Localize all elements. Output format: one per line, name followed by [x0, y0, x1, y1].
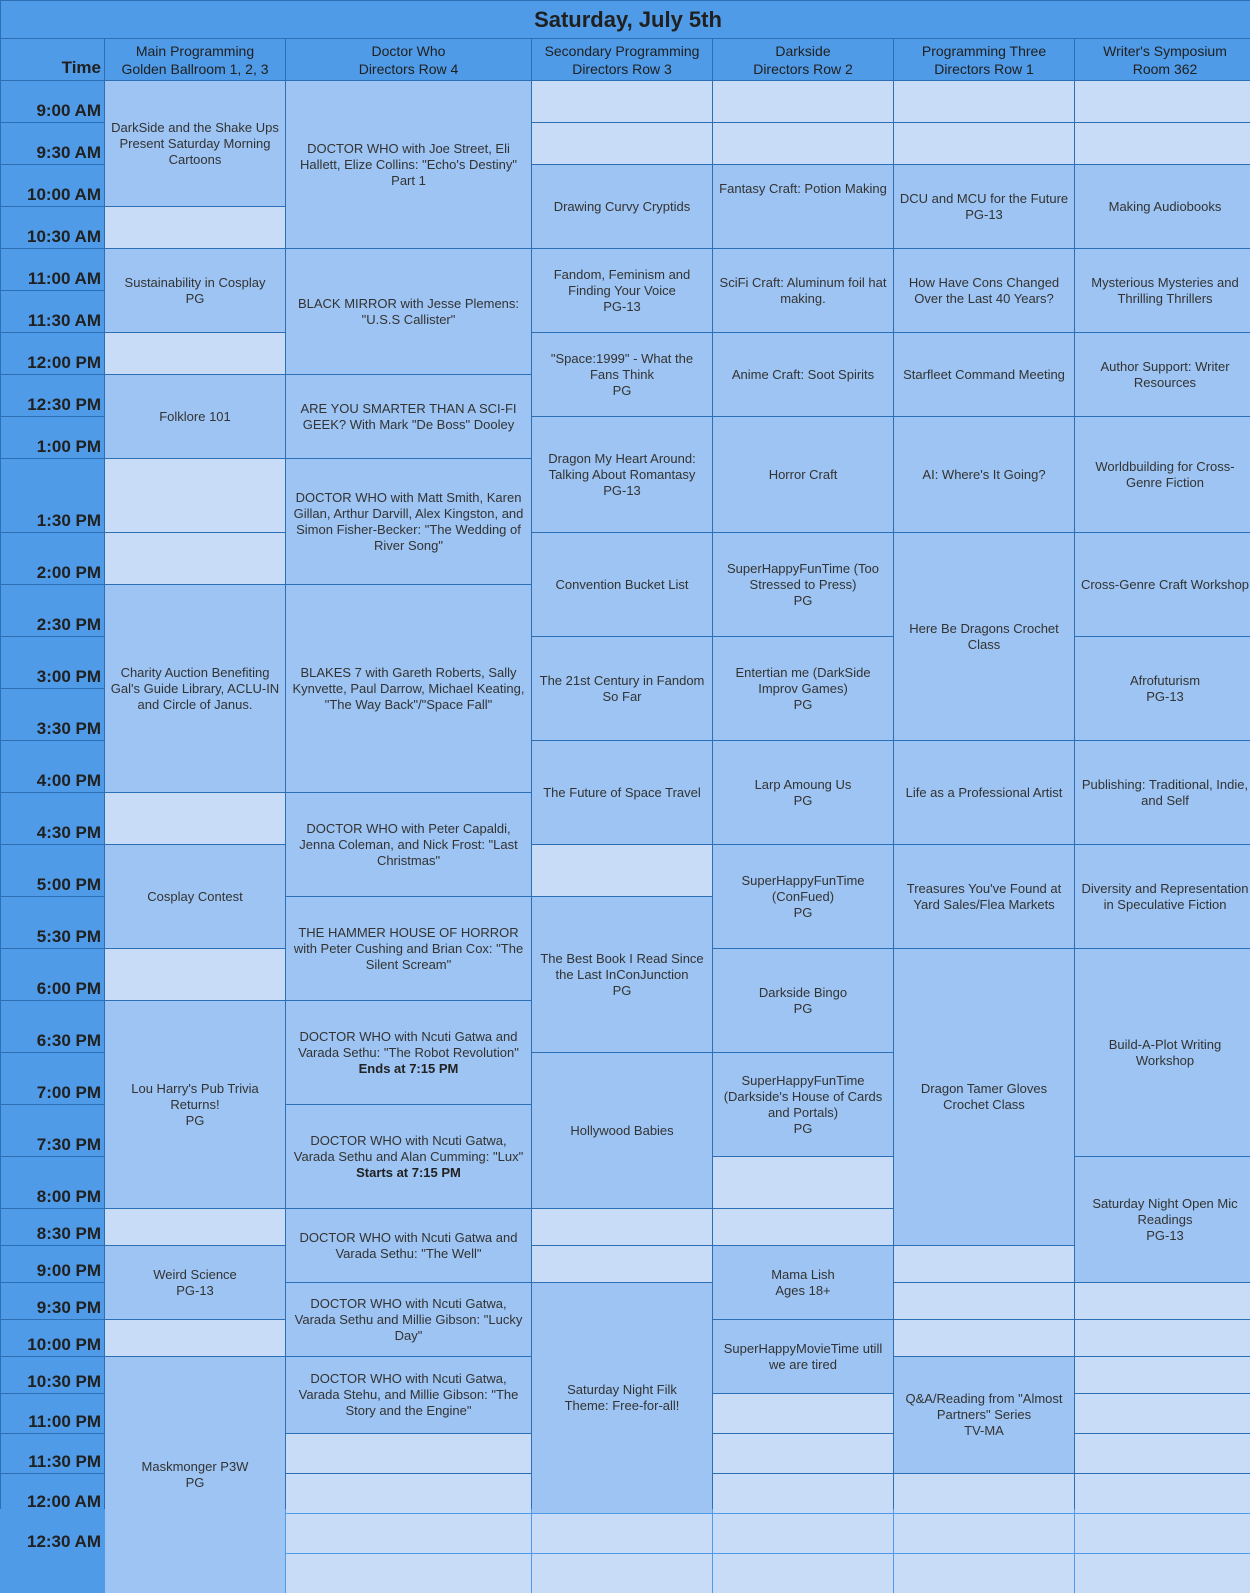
room-name: Secondary Programming	[544, 42, 700, 59]
room-location: Directors Row 4	[358, 60, 459, 77]
event-cell[interactable]	[894, 1357, 1074, 1473]
event-cell[interactable]	[1075, 533, 1250, 636]
event-title: DOCTOR WHO with Ncuti Gatwa, Varada Sethu and Alan Cumming: "Lux"	[293, 1132, 524, 1164]
event-title: "Space:1999" - What the Fans Think	[550, 350, 694, 382]
event-cell[interactable]	[286, 1357, 531, 1433]
event-title: Cross-Genre Craft Workshop	[1080, 576, 1250, 592]
empty-slot	[105, 1209, 285, 1245]
event-rating: PG-13	[965, 206, 1003, 222]
event-note: Ends at 7:15 PM	[358, 1060, 459, 1076]
time-label: 9:00 PM	[1, 1246, 104, 1282]
empty-slot	[894, 1320, 1074, 1356]
event-cell[interactable]	[713, 1053, 893, 1156]
event-cell[interactable]	[286, 249, 531, 374]
event-cell[interactable]	[532, 165, 712, 248]
empty-slot	[894, 1514, 1074, 1553]
event-title: Anime Craft: Soot Spirits	[731, 366, 875, 382]
event-cell[interactable]	[713, 741, 893, 844]
empty-slot	[105, 207, 285, 248]
event-cell[interactable]	[286, 375, 531, 458]
empty-slot	[1075, 1554, 1250, 1593]
event-cell[interactable]	[286, 793, 531, 896]
event-cell[interactable]	[532, 333, 712, 416]
event-cell[interactable]	[286, 1209, 531, 1282]
time-label: 7:00 PM	[1, 1053, 104, 1104]
room-name: Main Programming	[135, 42, 255, 59]
event-title: BLAKES 7 with Gareth Roberts, Sally Kynvette, Paul Darrow, Michael Keating, "The Way Back"/"Space Fall"	[292, 664, 525, 712]
time-label: 3:00 PM	[1, 637, 104, 688]
event-title: Publishing: Traditional, Indie, and Self	[1081, 776, 1249, 808]
event-title: Saturday Night Filk	[567, 1382, 677, 1397]
event-title: Afrofuturism	[1129, 672, 1201, 688]
event-cell[interactable]	[532, 533, 712, 636]
time-label: 11:00 AM	[1, 249, 104, 290]
event-cell[interactable]	[532, 1283, 712, 1513]
time-label: 9:00 AM	[1, 81, 104, 122]
empty-slot	[713, 1157, 893, 1208]
empty-slot	[894, 1474, 1074, 1513]
empty-slot	[105, 333, 285, 374]
event-cell[interactable]	[286, 459, 531, 584]
event-rating: PG	[793, 904, 813, 920]
event-title: AI: Where's It Going?	[922, 466, 1046, 482]
time-label: 12:00 AM	[1, 1474, 104, 1513]
event-cell[interactable]	[105, 375, 285, 458]
event-title: Treasures You've Found at Yard Sales/Flea Markets	[906, 880, 1062, 912]
event-cell[interactable]	[1075, 845, 1250, 948]
event-title: Build-A-Plot Writing Workshop	[1108, 1036, 1222, 1068]
empty-slot	[894, 123, 1074, 164]
event-title: DOCTOR WHO with Peter Capaldi, Jenna Coleman, and Nick Frost: "Last Christmas"	[299, 820, 518, 868]
empty-slot	[713, 123, 893, 164]
time-label: 11:30 PM	[1, 1434, 104, 1473]
event-cell[interactable]	[105, 845, 285, 948]
event-title: DarkSide and the Shake Ups Present Saturday Morning Cartoons	[111, 119, 279, 167]
time-label: 9:30 PM	[1, 1283, 104, 1319]
event-rating: PG-13	[1146, 1227, 1184, 1243]
event-title: Fantasy Craft: Potion Making	[719, 181, 887, 196]
empty-slot	[1075, 123, 1250, 164]
event-cell[interactable]	[713, 333, 893, 416]
time-label: 7:30 PM	[1, 1105, 104, 1156]
empty-slot	[532, 1554, 712, 1593]
empty-slot	[532, 1246, 712, 1282]
event-rating: PG	[612, 982, 632, 998]
time-label: 2:30 PM	[1, 585, 104, 636]
room-header-main	[105, 39, 285, 80]
event-title: Darkside Bingo	[758, 984, 848, 1000]
room-name: Doctor Who	[371, 42, 446, 59]
event-title: BLACK MIRROR with Jesse Plemens: "U.S.S Callister"	[297, 295, 520, 327]
event-cell[interactable]	[105, 81, 285, 206]
event-note: Starts at 7:15 PM	[356, 1164, 461, 1180]
event-cell[interactable]	[105, 1246, 285, 1319]
empty-slot	[532, 845, 712, 896]
event-title: Entertian me (DarkSide Improv Games)	[735, 664, 871, 696]
room-location: Directors Row 1	[934, 60, 1034, 77]
event-title: Author Support: Writer Resources	[1100, 358, 1230, 390]
time-label: 8:00 PM	[1, 1157, 104, 1208]
event-rating: PG	[185, 1112, 205, 1128]
event-cell[interactable]	[286, 897, 531, 1000]
room-header-secondary	[532, 39, 712, 80]
time-label: 4:30 PM	[1, 793, 104, 844]
time-label: 11:30 AM	[1, 291, 104, 332]
event-cell[interactable]	[1075, 165, 1250, 248]
event-rating: PG	[612, 382, 632, 398]
event-title: DOCTOR WHO with Ncuti Gatwa, Varada Stehu, and Millie Gibson: "The Story and the Engine"	[298, 1371, 519, 1418]
event-title: Charity Auction Benefiting Gal's Guide Library, ACLU-IN and Circle of Janus.	[110, 664, 280, 712]
event-cell[interactable]	[894, 165, 1074, 248]
event-cell[interactable]	[894, 949, 1074, 1245]
schedule-title: Saturday, July 5th	[1, 1, 1250, 38]
event-cell[interactable]	[532, 741, 712, 844]
event-rating: Ages 18+	[775, 1282, 831, 1298]
event-title: The Future of Space Travel	[543, 784, 701, 800]
empty-slot	[1075, 1283, 1250, 1319]
event-cell[interactable]	[532, 637, 712, 740]
event-cell[interactable]	[532, 1053, 712, 1208]
time-label: 5:30 PM	[1, 897, 104, 948]
time-label: 6:30 PM	[1, 1001, 104, 1052]
empty-slot	[286, 1434, 531, 1473]
empty-slot	[1075, 1394, 1250, 1433]
empty-slot	[713, 1394, 893, 1433]
event-cell[interactable]	[286, 585, 531, 792]
event-cell[interactable]	[894, 417, 1074, 532]
event-title: SuperHappyFunTime (Too Stressed to Press)	[727, 560, 879, 592]
event-cell[interactable]	[713, 1320, 893, 1393]
empty-slot	[286, 1514, 531, 1553]
event-rating: PG-13	[1146, 688, 1184, 704]
event-title: Dragon My Heart Around: Talking About Romantasy	[548, 450, 696, 482]
time-label: 12:30 AM	[1, 1514, 104, 1553]
event-title: Mysterious Mysteries and Thrilling Thrillers	[1091, 274, 1239, 306]
empty-slot	[532, 1209, 712, 1245]
event-title: Worldbuilding for Cross-Genre Fiction	[1095, 458, 1235, 490]
event-title: Lou Harry's Pub Trivia Returns!	[131, 1080, 259, 1112]
event-title: Sustainability in Cosplay	[124, 274, 266, 290]
event-cell[interactable]	[105, 585, 285, 792]
empty-slot	[894, 1283, 1074, 1319]
event-title: DOCTOR WHO with Ncuti Gatwa, Varada Sethu and Millie Gibson: "Lucky Day"	[294, 1295, 523, 1343]
empty-slot	[105, 1320, 285, 1356]
empty-slot	[532, 81, 712, 122]
event-cell[interactable]	[532, 417, 712, 532]
event-title: SuperHappyFunTime (Darkside's House of Cards and Portals)	[723, 1072, 883, 1120]
room-header-darkside	[713, 39, 893, 80]
event-title: Q&A/Reading from "Almost Partners" Series	[905, 1391, 1063, 1422]
empty-slot	[713, 1514, 893, 1553]
event-title: Weird Science	[153, 1266, 237, 1282]
event-title: The 21st Century in Fandom So Far	[539, 672, 705, 704]
time-label: 3:30 PM	[1, 689, 104, 740]
empty-slot	[713, 1209, 893, 1245]
event-title: Hollywood Babies	[570, 1122, 674, 1138]
event-cell[interactable]	[105, 249, 285, 332]
event-rating: PG	[793, 592, 813, 608]
event-cell[interactable]	[713, 1246, 893, 1319]
event-cell[interactable]	[713, 845, 893, 948]
event-cell[interactable]	[105, 1357, 285, 1593]
event-cell[interactable]	[532, 897, 712, 1052]
event-cell[interactable]	[1075, 417, 1250, 532]
empty-slot	[105, 459, 285, 532]
empty-slot	[894, 1246, 1074, 1282]
room-location: Directors Row 2	[753, 60, 853, 77]
time-label: 10:30 AM	[1, 207, 104, 248]
event-title: Cosplay Contest	[147, 888, 243, 904]
time-label: 6:00 PM	[1, 949, 104, 1000]
event-title: Dragon Tamer Gloves Crochet Class	[920, 1081, 1048, 1112]
time-label: 8:30 PM	[1, 1209, 104, 1245]
empty-slot	[713, 1474, 893, 1513]
empty-slot	[713, 1554, 893, 1593]
event-cell[interactable]	[713, 949, 893, 1052]
empty-slot	[105, 793, 285, 844]
time-label: 11:00 PM	[1, 1394, 104, 1433]
event-title: The Best Book I Read Since the Last InConJunction	[540, 950, 704, 982]
empty-slot	[1075, 1474, 1250, 1513]
event-title: Mama Lish	[771, 1266, 835, 1282]
time-label: 5:00 PM	[1, 845, 104, 896]
event-title: ARE YOU SMARTER THAN A SCI-FI GEEK? With Mark "De Boss" Dooley	[300, 400, 517, 432]
room-location: Golden Ballroom 1, 2, 3	[121, 60, 269, 77]
event-title: Fandom, Feminism and Finding Your Voice	[553, 266, 691, 298]
empty-slot	[894, 81, 1074, 122]
event-title: Maskmonger P3W	[141, 1459, 249, 1474]
event-cell[interactable]	[1075, 249, 1250, 332]
time-label: 10:00 AM	[1, 165, 104, 206]
event-title: DCU and MCU for the Future	[899, 190, 1069, 206]
event-rating: PG	[793, 1000, 813, 1016]
time-label: 1:30 PM	[1, 459, 104, 532]
event-cell[interactable]	[286, 1283, 531, 1356]
event-title: Making Audiobooks	[1108, 198, 1222, 214]
time-label: 10:30 PM	[1, 1357, 104, 1393]
event-rating: TV-MA	[964, 1423, 1004, 1438]
event-rating: PG-13	[603, 298, 641, 314]
event-cell[interactable]	[713, 165, 893, 248]
empty-slot	[713, 1434, 893, 1473]
event-title: Starfleet Command Meeting	[903, 366, 1065, 382]
event-title: SciFi Craft: Aluminum foil hat making.	[719, 274, 887, 306]
event-rating: PG-13	[176, 1282, 214, 1298]
empty-slot	[105, 533, 285, 584]
event-cell[interactable]	[894, 333, 1074, 416]
event-cell[interactable]	[105, 1001, 285, 1208]
event-title: SuperHappyMovieTime utill we are tired	[723, 1340, 883, 1372]
event-cell[interactable]	[713, 417, 893, 532]
event-cell[interactable]	[1075, 949, 1250, 1156]
event-title: Larp Amoung Us	[754, 776, 852, 792]
event-rating: PG	[793, 792, 813, 808]
event-title: DOCTOR WHO with Ncuti Gatwa and Varada Sethu: "The Well"	[299, 1229, 518, 1261]
event-rating: PG	[185, 290, 205, 306]
empty-slot	[1075, 1434, 1250, 1473]
event-title: SuperHappyFunTime (ConFued)	[741, 872, 865, 904]
time-label: 4:00 PM	[1, 741, 104, 792]
event-title: DOCTOR WHO with Joe Street, Eli Hallett, Elize Collins: "Echo's Destiny" Part 1	[300, 140, 517, 188]
event-title: THE HAMMER HOUSE OF HORROR with Peter Cushing and Brian Cox: "The Silent Scream"	[293, 924, 524, 972]
event-cell[interactable]	[894, 249, 1074, 332]
event-title: Saturday Night Open Mic Readings	[1092, 1195, 1238, 1227]
event-cell[interactable]	[1075, 333, 1250, 416]
time-column-header: Time	[1, 39, 104, 80]
event-subtitle: Theme: Free-for-all!	[564, 1398, 680, 1413]
event-title: DOCTOR WHO with Ncuti Gatwa and Varada Sethu: "The Robot Revolution"	[298, 1028, 519, 1060]
event-rating: PG-13	[603, 482, 641, 498]
room-name: Programming Three	[921, 42, 1047, 59]
event-title: Diversity and Representation in Speculative Fiction	[1081, 880, 1249, 912]
empty-slot	[713, 81, 893, 122]
empty-slot	[286, 1474, 531, 1513]
empty-slot	[1075, 1320, 1250, 1356]
event-title: How Have Cons Changed Over the Last 40 Years?	[908, 274, 1060, 306]
time-label: 12:00 PM	[1, 333, 104, 374]
event-title: Drawing Curvy Cryptids	[553, 198, 691, 214]
event-rating: PG	[793, 1120, 813, 1136]
empty-slot	[1075, 1357, 1250, 1393]
event-rating: PG	[185, 1475, 205, 1490]
event-cell[interactable]	[1075, 1157, 1250, 1282]
event-cell[interactable]	[894, 741, 1074, 844]
event-cell[interactable]	[713, 249, 893, 332]
empty-slot	[286, 1554, 531, 1593]
event-cell[interactable]	[532, 249, 712, 332]
room-header-writers-symposium	[1075, 39, 1250, 80]
event-cell[interactable]	[713, 637, 893, 740]
event-cell[interactable]	[286, 1105, 531, 1208]
event-title: Here Be Dragons Crochet Class	[909, 620, 1059, 652]
event-cell[interactable]	[894, 845, 1074, 948]
event-title: Folklore 101	[159, 408, 231, 424]
event-cell[interactable]	[713, 533, 893, 636]
event-title: DOCTOR WHO with Matt Smith, Karen Gillan, Arthur Darvill, Alex Kingston, and Simon Fisher-Becker: "The Wedding of River Song"	[293, 489, 524, 553]
event-rating: PG	[793, 696, 813, 712]
empty-slot	[1075, 81, 1250, 122]
empty-slot	[1075, 1514, 1250, 1553]
time-label: 9:30 AM	[1, 123, 104, 164]
event-cell[interactable]	[286, 1001, 531, 1104]
room-name: Writer's Symposium	[1103, 42, 1227, 59]
time-label: 12:30 PM	[1, 375, 104, 416]
room-header-programming-three	[894, 39, 1074, 80]
room-location: Directors Row 3	[572, 60, 672, 77]
empty-slot	[532, 123, 712, 164]
empty-slot	[105, 949, 285, 1000]
event-cell[interactable]	[894, 533, 1074, 740]
event-cell[interactable]	[286, 81, 531, 248]
event-cell[interactable]	[1075, 637, 1250, 740]
time-label: 2:00 PM	[1, 533, 104, 584]
event-title: Horror Craft	[768, 466, 838, 482]
room-header-doctor-who	[286, 39, 531, 80]
time-label: 10:00 PM	[1, 1320, 104, 1356]
event-title: Convention Bucket List	[555, 576, 689, 592]
event-title: Life as a Professional Artist	[905, 784, 1063, 800]
empty-slot	[532, 1514, 712, 1553]
room-location: Room 362	[1132, 60, 1198, 77]
time-label: 1:00 PM	[1, 417, 104, 458]
empty-slot	[894, 1554, 1074, 1593]
room-name: Darkside	[775, 42, 831, 59]
event-cell[interactable]	[1075, 741, 1250, 844]
